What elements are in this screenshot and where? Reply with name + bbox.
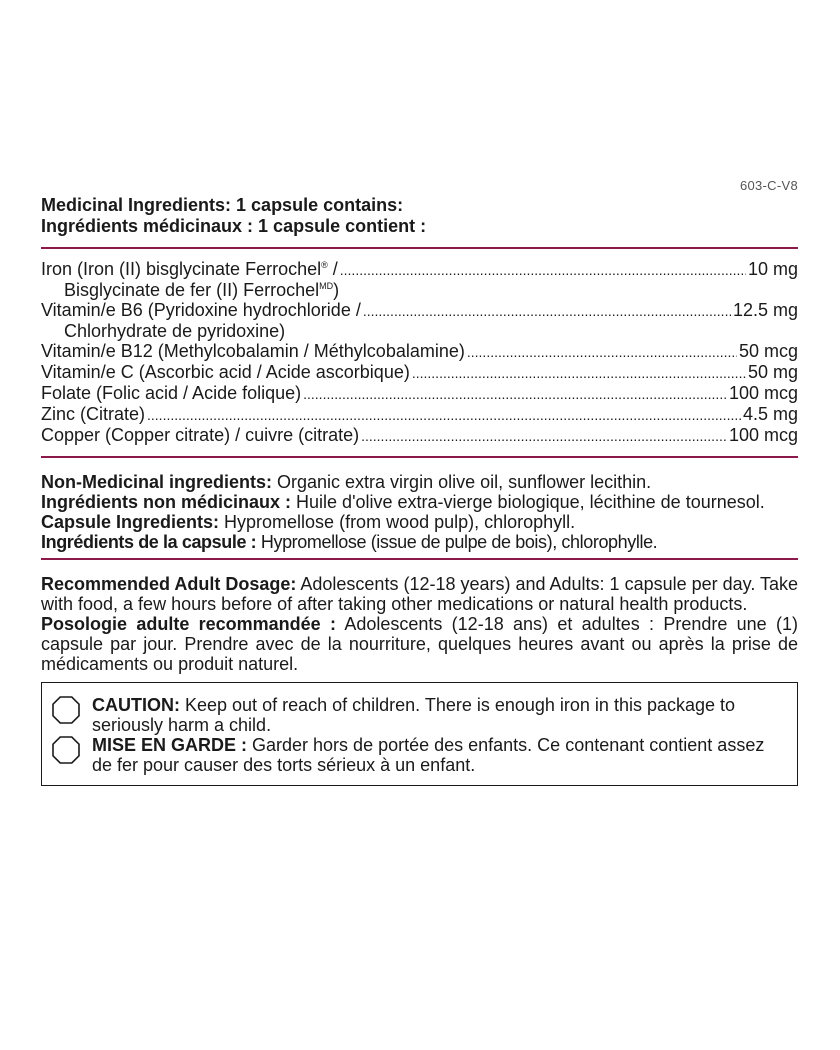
ingredient-subline: Bisglycinate de fer (II) Ferrochel$^{MD}$)	[64, 280, 340, 300]
product-code: 603-C-V8	[739, 178, 798, 193]
dosage-en: Recommended Adult Dosage: Adolescents (12-18 years) and Adults: 1 capsule per day. Take with food, a few hours before of after taking other medications or natural health products.	[41, 574, 799, 614]
ingredient-amount: 100 mcg	[728, 383, 798, 403]
caution-en: CAUTION: Keep out of reach of children. There is enough iron in this package to seriously harm a child.	[92, 695, 779, 735]
supplement-label	[41, 178, 798, 786]
dot-leader	[412, 363, 746, 383]
dot-leader	[147, 405, 741, 425]
ingredient-amount: 50 mg	[747, 362, 798, 382]
dot-leader	[363, 301, 731, 321]
ingredient-row	[41, 362, 798, 383]
non-medicinal-fr: Ingrédients non médicinaux : Huile d'olive extra-vierge biologique, lécithine de tournesol.	[41, 492, 765, 512]
non-medicinal-en: Non-Medicinal ingredients: Organic extra virgin olive oil, sunflower lecithin.	[41, 472, 652, 492]
registered-mark: ®	[321, 260, 328, 270]
divider	[41, 456, 798, 458]
dot-leader	[340, 260, 746, 280]
ingredient-amount: 12.5 mg	[732, 300, 798, 320]
ingredient-row	[41, 383, 798, 404]
dosage-section	[41, 574, 798, 674]
ingredient-name: Vitamin/e B12 (Methylcobalamin / Méthylcobalamine)	[41, 341, 465, 361]
ingredient-row	[41, 425, 798, 446]
octagon-icon	[52, 696, 80, 724]
caution-fr: MISE EN GARDE : Garder hors de portée des enfants. Ce contenant contient assez de fer pour causer des torts sérieux à un enfant.	[92, 735, 779, 775]
dot-leader	[467, 342, 737, 362]
ingredient-name: Zinc (Citrate)	[41, 404, 146, 424]
ingredient-name: Iron (Iron (II) bisglycinate Ferrochel® /	[41, 259, 338, 279]
ingredient-subline: Chlorhydrate de pyridoxine)	[64, 321, 286, 341]
ingredient-row	[41, 404, 798, 425]
ingredient-name: Vitamin/e C (Ascorbic acid / Acide ascorbique)	[41, 362, 410, 382]
capsule-ingredients-fr: Ingrédients de la capsule : Hypromellose (issue de pulpe de bois), chlorophylle.	[41, 532, 658, 552]
dot-leader	[303, 384, 727, 404]
ingredient-amount: 4.5 mg	[742, 404, 798, 424]
non-medicinal-section	[41, 472, 798, 552]
ingredient-list	[41, 259, 798, 446]
divider	[41, 558, 798, 560]
ingredient-amount: 10 mg	[747, 259, 798, 279]
ingredient-row	[41, 300, 798, 321]
ingredient-amount: 100 mcg	[728, 425, 798, 445]
divider	[41, 247, 798, 249]
ingredient-row	[41, 341, 798, 362]
medicinal-header-en: Medicinal Ingredients: 1 capsule contains:	[41, 195, 404, 215]
ingredient-amount: 50 mcg	[738, 341, 798, 361]
octagon-icon	[52, 736, 80, 764]
ingredient-row	[41, 259, 798, 280]
md-mark: MD	[319, 281, 334, 291]
ingredient-name: Copper (Copper citrate) / cuivre (citrate)	[41, 425, 360, 445]
ingredient-name: Folate (Folic acid / Acide folique)	[41, 383, 302, 403]
medicinal-header-fr: Ingrédients médicinaux : 1 capsule contient :	[41, 216, 427, 236]
capsule-ingredients-en: Capsule Ingredients: Hypromellose (from wood pulp), chlorophyll.	[41, 512, 576, 532]
dot-leader	[361, 426, 727, 446]
medicinal-header	[41, 178, 798, 237]
caution-box	[41, 682, 798, 786]
dosage-fr: Posologie adulte recommandée : Adolescents (12-18 ans) et adultes : Prendre une (1) capsule par jour. Prendre avec de la nourriture, quelques heures avant ou après la prise de médicaments ou produit naturel.	[41, 614, 798, 674]
ingredient-name: Vitamin/e B6 (Pyridoxine hydrochloride /	[41, 300, 361, 320]
